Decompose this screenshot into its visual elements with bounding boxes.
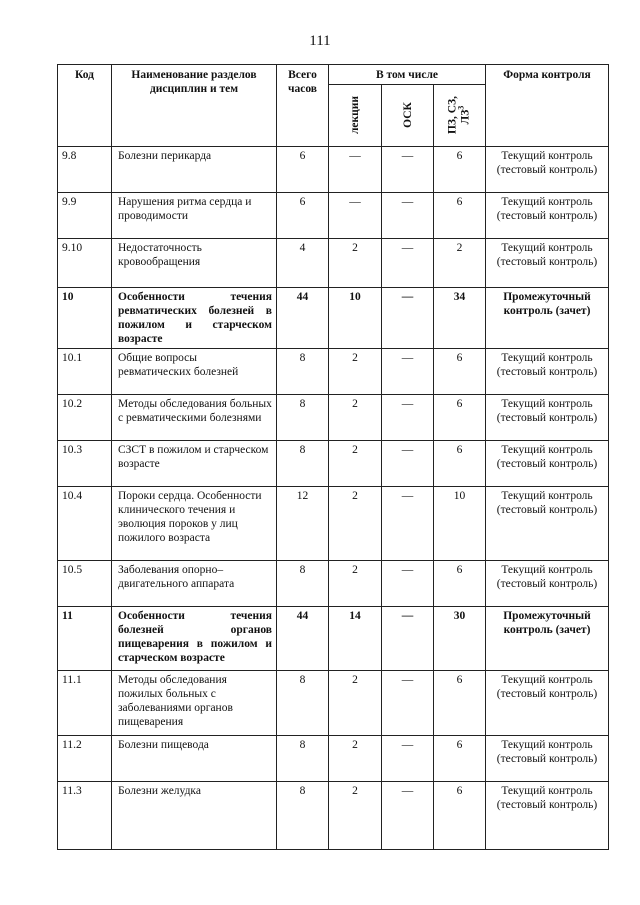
name-cell: Болезни желудка	[112, 782, 277, 850]
code-cell: 10.3	[58, 441, 112, 487]
code-cell: 11.1	[58, 671, 112, 736]
lectures-cell: 2	[329, 239, 382, 288]
total-cell: 8	[277, 441, 329, 487]
pz-cell: 6	[434, 671, 486, 736]
total-cell: 8	[277, 395, 329, 441]
control-cell: Текущий контроль (тестовый контроль)	[486, 147, 609, 193]
pz-cell: 6	[434, 782, 486, 850]
table-row	[58, 607, 609, 671]
control-cell: Текущий контроль (тестовый контроль)	[486, 736, 609, 782]
lectures-cell: 2	[329, 736, 382, 782]
osk-cell: —	[382, 561, 434, 607]
table-row	[58, 288, 609, 349]
control-cell: Промежуточный контроль (зачет)	[486, 288, 609, 349]
header-osk: ОСК	[401, 102, 414, 128]
total-cell: 6	[277, 193, 329, 239]
lectures-cell: —	[329, 147, 382, 193]
lectures-cell: 2	[329, 349, 382, 395]
header-including: В том числе	[329, 65, 486, 85]
header-lectures: лекции	[349, 95, 361, 135]
code-cell: 10	[58, 288, 112, 349]
total-cell: 8	[277, 349, 329, 395]
pz-cell: 6	[434, 395, 486, 441]
name-cell: Недостаточность кровообращения	[112, 239, 277, 288]
osk-cell: —	[382, 147, 434, 193]
pz-cell: 6	[434, 193, 486, 239]
table-row	[58, 782, 609, 850]
lectures-cell: 2	[329, 561, 382, 607]
name-cell: Пороки сердца. Особенности клинического течения и эволюция пороков у лиц пожилого возраста	[112, 487, 277, 561]
name-cell: Заболевания опорно–двигательного аппарата	[112, 561, 277, 607]
code-cell: 9.9	[58, 193, 112, 239]
control-cell: Текущий контроль (тестовый контроль)	[486, 441, 609, 487]
table-row	[58, 147, 609, 193]
pz-cell: 30	[434, 607, 486, 671]
pz-cell: 6	[434, 736, 486, 782]
lectures-cell: 2	[329, 671, 382, 736]
table-row	[58, 395, 609, 441]
total-cell: 4	[277, 239, 329, 288]
control-cell: Текущий контроль (тестовый контроль)	[486, 193, 609, 239]
lectures-cell: 2	[329, 395, 382, 441]
table-row	[58, 349, 609, 395]
name-cell: Болезни пищевода	[112, 736, 277, 782]
total-cell: 8	[277, 782, 329, 850]
page-number: 111	[309, 33, 331, 49]
name-cell: Методы обследования пожилых больных с заболеваниями органов пищеварения	[112, 671, 277, 736]
pz-cell: 6	[434, 441, 486, 487]
table-row	[58, 239, 609, 288]
total-cell: 8	[277, 736, 329, 782]
header-code: Код	[58, 65, 112, 147]
osk-cell: —	[382, 782, 434, 850]
osk-cell: —	[382, 487, 434, 561]
total-cell: 8	[277, 671, 329, 736]
code-cell: 10.1	[58, 349, 112, 395]
name-cell: Общие вопросы ревматических болезней	[112, 349, 277, 395]
code-cell: 9.8	[58, 147, 112, 193]
total-cell: 44	[277, 288, 329, 349]
name-cell: Особенности течения болезней органов пищеварения в пожилом и старческом возрасте	[112, 607, 277, 671]
code-cell: 11.3	[58, 782, 112, 850]
lectures-cell: 10	[329, 288, 382, 349]
code-cell: 9.10	[58, 239, 112, 288]
control-cell: Текущий контроль (тестовый контроль)	[486, 782, 609, 850]
table-row	[58, 671, 609, 736]
pz-cell: 6	[434, 561, 486, 607]
control-cell: Текущий контроль (тестовый контроль)	[486, 671, 609, 736]
name-cell: Болезни перикарда	[112, 147, 277, 193]
pz-cell: 2	[434, 239, 486, 288]
control-cell: Текущий контроль (тестовый контроль)	[486, 349, 609, 395]
table-row	[58, 441, 609, 487]
total-cell: 8	[277, 561, 329, 607]
osk-cell: —	[382, 193, 434, 239]
osk-cell: —	[382, 349, 434, 395]
control-cell: Текущий контроль (тестовый контроль)	[486, 395, 609, 441]
code-cell: 10.2	[58, 395, 112, 441]
pz-cell: 6	[434, 349, 486, 395]
pz-cell: 6	[434, 147, 486, 193]
lectures-cell: 2	[329, 441, 382, 487]
header-total: Всего часов	[277, 65, 329, 147]
control-cell: Текущий контроль (тестовый контроль)	[486, 561, 609, 607]
control-cell: Текущий контроль (тестовый контроль)	[486, 239, 609, 288]
header-name: Наименование разделов дисциплин и тем	[112, 65, 277, 147]
lectures-cell: —	[329, 193, 382, 239]
osk-cell: —	[382, 441, 434, 487]
osk-cell: —	[382, 395, 434, 441]
control-cell: Текущий контроль (тестовый контроль)	[486, 487, 609, 561]
lectures-cell: 14	[329, 607, 382, 671]
name-cell: Особенности течения ревматических болезней в пожилом и старческом возрасте	[112, 288, 277, 349]
total-cell: 44	[277, 607, 329, 671]
code-cell: 10.5	[58, 561, 112, 607]
name-cell: СЗСТ в пожилом и старческом возрасте	[112, 441, 277, 487]
osk-cell: —	[382, 736, 434, 782]
pz-cell: 34	[434, 288, 486, 349]
table-row	[58, 487, 609, 561]
osk-cell: —	[382, 607, 434, 671]
header-control: Форма контроля	[486, 65, 609, 147]
table-row	[58, 736, 609, 782]
pz-cell: 10	[434, 487, 486, 561]
name-cell: Методы обследования больных с ревматическими болезнями	[112, 395, 277, 441]
curriculum-table	[57, 64, 609, 850]
name-cell: Нарушения ритма сердца и проводимости	[112, 193, 277, 239]
lectures-cell: 2	[329, 782, 382, 850]
lectures-cell: 2	[329, 487, 382, 561]
control-cell: Промежуточный контроль (зачет)	[486, 607, 609, 671]
total-cell: 12	[277, 487, 329, 561]
code-cell: 11.2	[58, 736, 112, 782]
header-pz: ПЗ, СЗ, $ЛЗ^3$	[446, 96, 472, 135]
table-row	[58, 561, 609, 607]
total-cell: 6	[277, 147, 329, 193]
osk-cell: —	[382, 239, 434, 288]
osk-cell: —	[382, 671, 434, 736]
table-row	[58, 193, 609, 239]
osk-cell: —	[382, 288, 434, 349]
code-cell: 10.4	[58, 487, 112, 561]
code-cell: 11	[58, 607, 112, 671]
